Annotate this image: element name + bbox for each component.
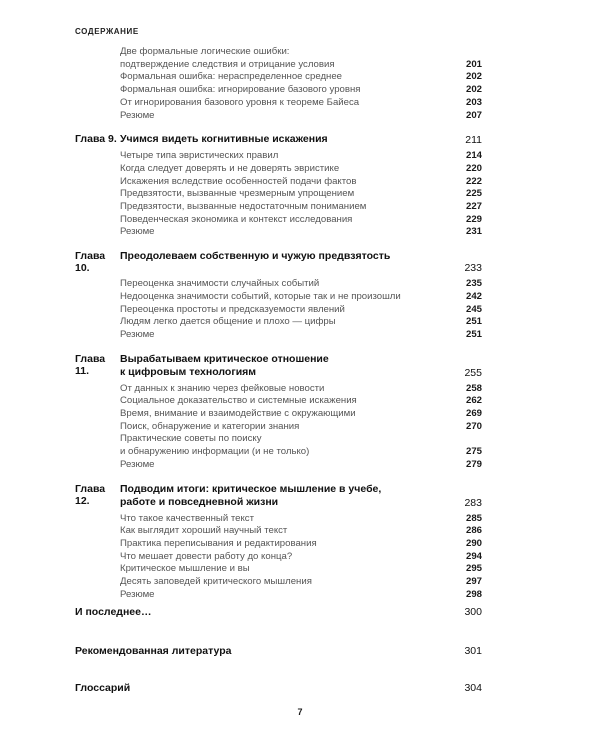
toc-entry-line: Социальное доказательство и системные искажения xyxy=(120,395,357,407)
toc-entry[interactable] xyxy=(75,433,482,458)
chapter-title xyxy=(120,353,442,379)
toc-entry[interactable] xyxy=(75,563,482,576)
toc-entry-page: 297 xyxy=(465,576,482,588)
back-matter-page: 304 xyxy=(464,682,482,694)
toc-entry-page: 294 xyxy=(465,550,482,562)
chapter-title xyxy=(120,483,442,509)
toc-entry-line: Что такое качественный текст xyxy=(120,512,254,524)
toc-entry[interactable] xyxy=(75,513,482,526)
chapter-title xyxy=(120,250,442,274)
toc-entry-line: Формальная ошибка: нераспределенное среднее xyxy=(120,71,343,83)
toc-entry[interactable] xyxy=(75,97,482,110)
toc-entry-page: 285 xyxy=(465,512,482,524)
toc-entry-line: Как выглядит хороший научный текст xyxy=(120,525,288,537)
toc-entry-line: Искажения вследствие особенностей подачи фактов xyxy=(120,175,357,187)
toc-entry[interactable] xyxy=(75,316,482,329)
back-matter-entry[interactable] xyxy=(75,682,482,694)
toc-entry-page: 201 xyxy=(465,58,482,70)
chapter-title-line: к цифровым технологиям xyxy=(120,365,257,378)
toc-entry-title xyxy=(120,84,442,97)
chapter-page: 255 xyxy=(464,366,482,379)
toc-entry-page: 279 xyxy=(465,458,482,470)
toc-entry[interactable] xyxy=(75,176,482,189)
toc-entry-line: Критическое мышление и вы xyxy=(120,563,250,575)
toc-entry-title xyxy=(120,538,442,551)
toc-entry-page: 245 xyxy=(465,303,482,315)
back-matter-page: 300 xyxy=(464,606,482,618)
toc-entry-title xyxy=(120,563,442,576)
toc-entry-line: Что мешает довести работу до конца? xyxy=(120,550,293,562)
toc-entry[interactable] xyxy=(75,538,482,551)
toc-entry-title xyxy=(120,408,442,421)
toc-entry-title xyxy=(120,576,442,589)
toc-entry-page: 295 xyxy=(465,563,482,575)
toc-entry[interactable] xyxy=(75,110,482,123)
chapter-label: Глава 12. xyxy=(75,482,106,507)
toc-entry-title xyxy=(120,188,442,201)
toc-entry-page: 203 xyxy=(465,96,482,108)
toc-entry-line: Практика переписывания и редактирования xyxy=(120,537,317,549)
toc-entry-page: 207 xyxy=(465,109,482,121)
toc-entry-line: Резюме xyxy=(120,458,155,470)
toc-entry-line: Практические советы по поиску xyxy=(120,433,262,445)
page-number: 7 xyxy=(297,707,303,717)
toc-entry-title xyxy=(120,459,442,472)
chapter-title-line: Вырабатываем критическое отношение xyxy=(120,352,329,365)
toc-entry[interactable] xyxy=(75,459,482,472)
toc-entry-title xyxy=(120,214,442,227)
toc-entry[interactable] xyxy=(75,214,482,227)
toc-entry-title xyxy=(120,329,442,342)
toc-entry-line: Время, внимание и взаимодействие с окружающими xyxy=(120,408,356,420)
toc-entry-page: 214 xyxy=(465,150,482,162)
toc-entry-title xyxy=(120,163,442,176)
toc-entry-title xyxy=(120,551,442,564)
toc-entry-line: От данных к знанию через фейковые новости xyxy=(120,382,325,394)
chapter-title-line: Учимся видеть когнитивные искажения xyxy=(120,133,328,146)
toc-entry-title xyxy=(120,110,442,123)
toc-entry-line: Резюме xyxy=(120,328,155,340)
toc-entry-title xyxy=(120,291,442,304)
toc-entry-page: 298 xyxy=(465,588,482,600)
toc-entry[interactable] xyxy=(75,46,482,71)
toc-entry-title xyxy=(120,525,442,538)
toc-entry-page: 225 xyxy=(465,188,482,200)
chapter-heading[interactable] xyxy=(75,483,482,509)
toc-entry-line: Формальная ошибка: игнорирование базового уровня xyxy=(120,84,361,96)
table-of-contents xyxy=(75,46,482,602)
toc-entry-page: 290 xyxy=(465,537,482,549)
chapter-title xyxy=(120,133,442,146)
toc-entry[interactable] xyxy=(75,201,482,214)
toc-entry-title xyxy=(120,433,442,458)
toc-entry[interactable] xyxy=(75,163,482,176)
toc-entry-page: 231 xyxy=(465,226,482,238)
toc-entry[interactable] xyxy=(75,278,482,291)
chapter-title-line: Подводим итоги: критическое мышление в учебе, xyxy=(120,482,382,495)
toc-entry-page: 242 xyxy=(465,290,482,302)
toc-entry[interactable] xyxy=(75,408,482,421)
toc-entry-title xyxy=(120,589,442,602)
toc-entry[interactable] xyxy=(75,84,482,97)
toc-entry-line: подтверждение следствия и отрицание условия xyxy=(120,58,335,70)
toc-entry-title xyxy=(120,395,442,408)
toc-entry-title xyxy=(120,278,442,291)
toc-entry-line: Недооценка значимости событий, которые так и не произошли xyxy=(120,290,401,302)
toc-entry-line: Предвзятости, вызванные чрезмерным упрощением xyxy=(120,188,355,200)
toc-entry-page: 229 xyxy=(465,213,482,225)
toc-entry-page: 222 xyxy=(465,175,482,187)
back-matter-entry[interactable] xyxy=(75,606,482,618)
toc-entry-line: Когда следует доверять и не доверять эвристике xyxy=(120,162,340,174)
back-matter-title: Рекомендованная литература xyxy=(75,645,232,657)
chapter-heading[interactable] xyxy=(75,133,482,146)
back-matter-page: 301 xyxy=(464,645,482,657)
toc-entry[interactable] xyxy=(75,188,482,201)
toc-entry-page: 202 xyxy=(465,84,482,96)
toc-entry[interactable] xyxy=(75,383,482,396)
toc-entry-line: Резюме xyxy=(120,588,155,600)
toc-entry-title xyxy=(120,150,442,163)
toc-entry[interactable] xyxy=(75,226,482,239)
toc-entry-title xyxy=(120,97,442,110)
toc-entry-title xyxy=(120,226,442,239)
toc-entry-title xyxy=(120,176,442,189)
chapter-label: Глава 9. xyxy=(75,133,117,146)
chapter-page: 211 xyxy=(465,134,482,147)
toc-entry[interactable] xyxy=(75,304,482,317)
toc-entry-line: Переоценка простоты и предсказуемости явлений xyxy=(120,303,345,315)
toc-entry-page: 251 xyxy=(465,316,482,328)
toc-entry-line: Поиск, обнаружение и категории знания xyxy=(120,420,300,432)
toc-entry-title xyxy=(120,513,442,526)
toc-entry-line: Людям легко дается общение и плохо — цифры xyxy=(120,316,336,328)
toc-entry-title xyxy=(120,71,442,84)
toc-entry-page: 251 xyxy=(465,328,482,340)
chapter-page: 233 xyxy=(464,262,482,275)
toc-entry-line: Переоценка значимости случайных событий xyxy=(120,278,320,290)
chapter-heading[interactable] xyxy=(75,250,482,274)
toc-entry[interactable] xyxy=(75,525,482,538)
toc-entry-page: 275 xyxy=(465,446,482,458)
toc-entry[interactable] xyxy=(75,150,482,163)
toc-entry[interactable] xyxy=(75,576,482,589)
toc-entry[interactable] xyxy=(75,329,482,342)
toc-entry-title xyxy=(120,316,442,329)
toc-entry-page: 220 xyxy=(465,162,482,174)
toc-entry-page: 235 xyxy=(465,278,482,290)
back-matter-entry[interactable] xyxy=(75,645,482,657)
chapter-label: Глава 10. xyxy=(75,250,106,275)
toc-entry-page: 258 xyxy=(465,382,482,394)
toc-entry-title xyxy=(120,304,442,317)
toc-entry-line: От игнорирования базового уровня к теореме Байеса xyxy=(120,96,360,108)
chapter-heading[interactable] xyxy=(75,353,482,379)
toc-entry-line: Десять заповедей критического мышления xyxy=(120,576,312,588)
toc-entry-line: Четыре типа эвристических правил xyxy=(120,150,279,162)
toc-entry-page: 286 xyxy=(465,525,482,537)
toc-entry[interactable] xyxy=(75,395,482,408)
toc-entry-page: 270 xyxy=(465,420,482,432)
toc-entry[interactable] xyxy=(75,589,482,602)
toc-entry-line: и обнаружению информации (и не только) xyxy=(120,446,310,458)
toc-entry-page: 269 xyxy=(465,408,482,420)
back-matter-title: Глоссарий xyxy=(75,682,131,694)
toc-entry-line: Поведенческая экономика и контекст исследования xyxy=(120,213,353,225)
toc-entry-line: Предвзятости, вызванные недостаточным пониманием xyxy=(120,201,367,213)
toc-entry[interactable] xyxy=(75,71,482,84)
toc-entry[interactable] xyxy=(75,291,482,304)
toc-entry-page: 202 xyxy=(465,71,482,83)
toc-entry-page: 227 xyxy=(465,201,482,213)
toc-entry[interactable] xyxy=(75,551,482,564)
toc-entry[interactable] xyxy=(75,421,482,434)
chapter-title-line: работе и повседневной жизни xyxy=(120,495,279,508)
chapter-page: 283 xyxy=(464,496,482,509)
toc-entry-title xyxy=(120,383,442,396)
toc-entry-title xyxy=(120,421,442,434)
chapter-label: Глава 11. xyxy=(75,352,106,377)
toc-entry-title xyxy=(120,201,442,214)
running-header: СОДЕРЖАНИЕ xyxy=(75,27,139,36)
toc-entry-page: 262 xyxy=(465,395,482,407)
toc-entry-line: Резюме xyxy=(120,109,155,121)
toc-entry-title xyxy=(120,46,442,71)
chapter-title-line: Преодолеваем собственную и чужую предвзятость xyxy=(120,250,391,263)
toc-entry-line: Резюме xyxy=(120,226,155,238)
toc-entry-line: Две формальные логические ошибки: xyxy=(120,46,290,57)
back-matter-title: И последнее… xyxy=(75,606,152,618)
